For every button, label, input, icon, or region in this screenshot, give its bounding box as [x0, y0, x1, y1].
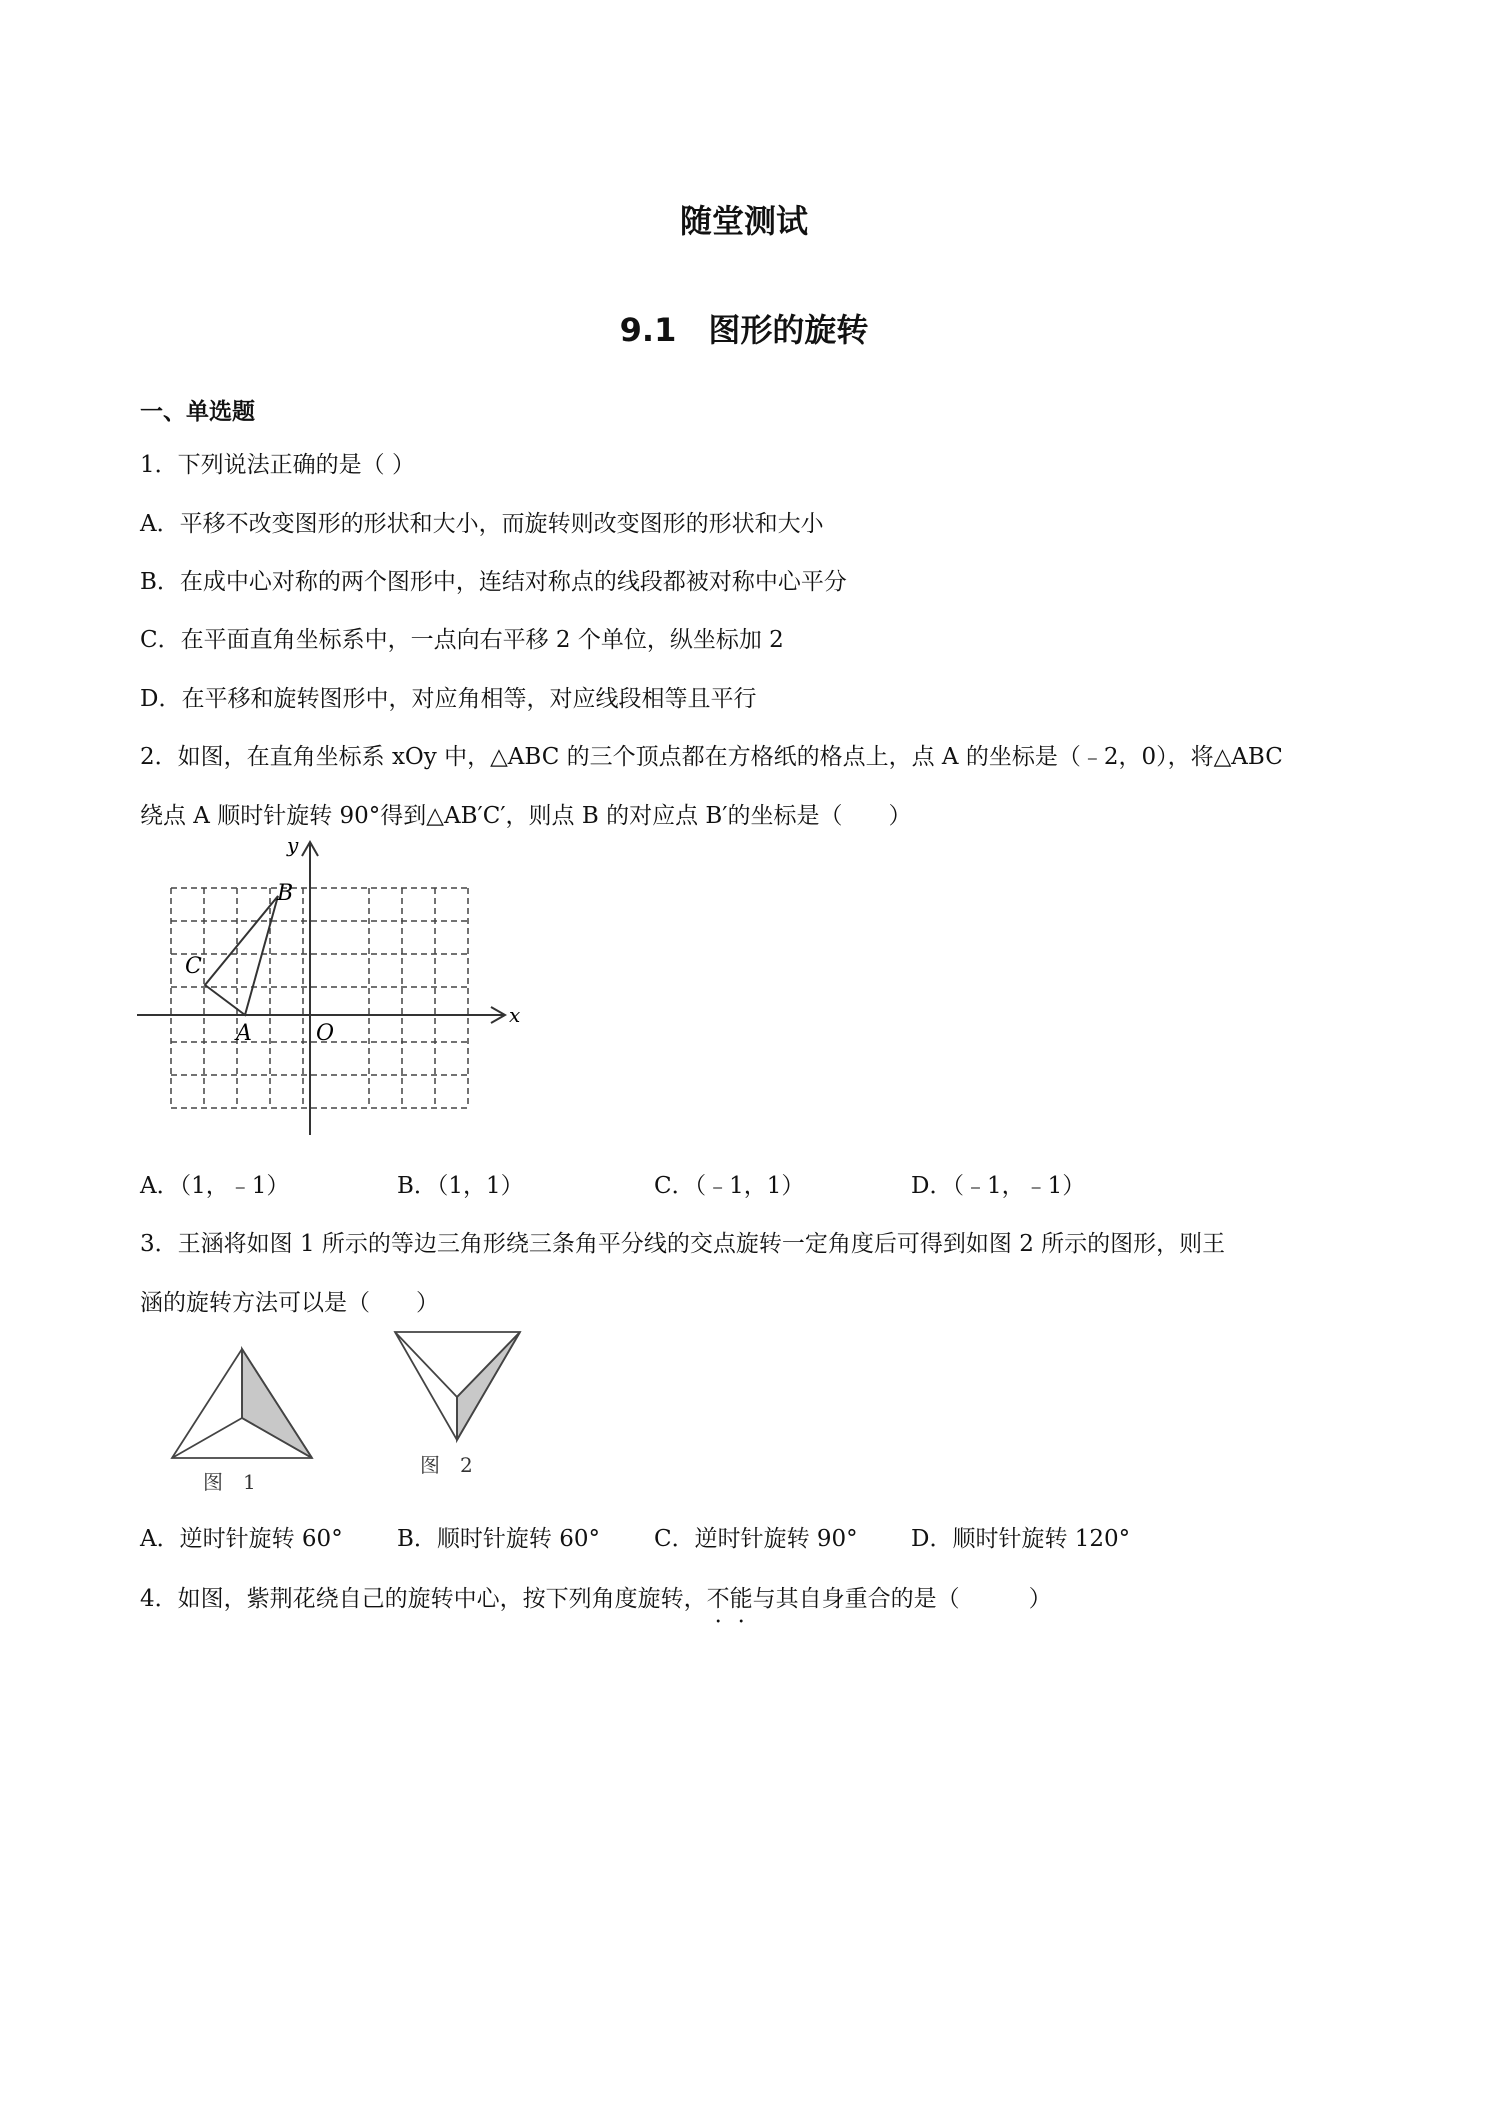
q4-stem-prefix: 4．如图，紫荆花绕自己的旋转中心，按下列角度旋转， — [140, 1586, 707, 1612]
q1-option-d: D．在平移和旋转图形中，对应角相等，对应线段相等且平行 — [140, 686, 757, 712]
q1-option-b: B．在成中心对称的两个图形中，连结对称点的线段都被对称中心平分 — [140, 569, 847, 595]
q4-emphasis-can: 能 — [729, 1586, 753, 1612]
q1-option-a: A．平移不改变图形的形状和大小，而旋转则改变图形的形状和大小 — [140, 511, 824, 537]
label-b: B — [277, 881, 294, 906]
q2-option-a: A．（1，﹣1） — [140, 1173, 290, 1199]
section-heading: 一、单选题 — [140, 399, 255, 425]
label-y: y — [287, 833, 299, 857]
figure-1-caption: 图 1 — [203, 1470, 256, 1494]
label-x: x — [509, 1003, 521, 1027]
q2-option-d: D．（﹣1，﹣1） — [911, 1173, 1086, 1199]
q2-coordinate-figure — [135, 830, 535, 1160]
q4-stem-suffix: 与其自身重合的是（ ） — [752, 1586, 1052, 1612]
triangle-abc — [205, 896, 278, 1015]
label-o: O — [316, 1021, 335, 1046]
q2-stem-line2: 绕点 A 顺时针旋转 90°得到△AB′C′，则点 B 的对应点 B′的坐标是（ ） — [140, 803, 912, 829]
figure-2-triangle — [395, 1332, 520, 1440]
q2-option-b: B．（1，1） — [397, 1173, 524, 1199]
figure-2-caption: 图 2 — [420, 1453, 473, 1477]
q2-option-c: C．（﹣1，1） — [654, 1173, 805, 1199]
label-c: C — [185, 954, 202, 979]
axes — [137, 842, 505, 1135]
label-a: A — [236, 1021, 252, 1046]
q1-stem: 1．下列说法正确的是（ ） — [140, 452, 415, 478]
q1-option-c: C．在平面直角坐标系中，一点向右平移 2 个单位，纵坐标加 2 — [140, 627, 784, 653]
q3-option-b: B．顺时针旋转 60° — [397, 1526, 600, 1552]
q3-triangle-figures — [170, 1325, 550, 1500]
figure-1-triangle — [172, 1349, 312, 1458]
q4-emphasis-not: 不 — [706, 1586, 730, 1612]
page-title: 随堂测试 — [679, 202, 808, 240]
q3-option-a: A．逆时针旋转 60° — [140, 1526, 343, 1552]
q3-option-c: C．逆时针旋转 90° — [654, 1526, 858, 1552]
q2-stem-line1: 2．如图，在直角坐标系 xOy 中，△ABC 的三个顶点都在方格纸的格点上，点 A 的坐标是（﹣2，0），将△ABC — [140, 744, 1283, 770]
q4-stem — [140, 1580, 1052, 1613]
q3-stem-line2: 涵的旋转方法可以是（ ） — [140, 1290, 439, 1316]
page-subtitle: 9.1 图形的旋转 — [619, 311, 869, 349]
grid-lines — [171, 888, 468, 1108]
q3-option-d: D．顺时针旋转 120° — [911, 1526, 1131, 1552]
q3-stem-line1: 3．王涵将如图 1 所示的等边三角形绕三条角平分线的交点旋转一定角度后可得到如图 2 所示的图形，则王 — [140, 1231, 1226, 1257]
